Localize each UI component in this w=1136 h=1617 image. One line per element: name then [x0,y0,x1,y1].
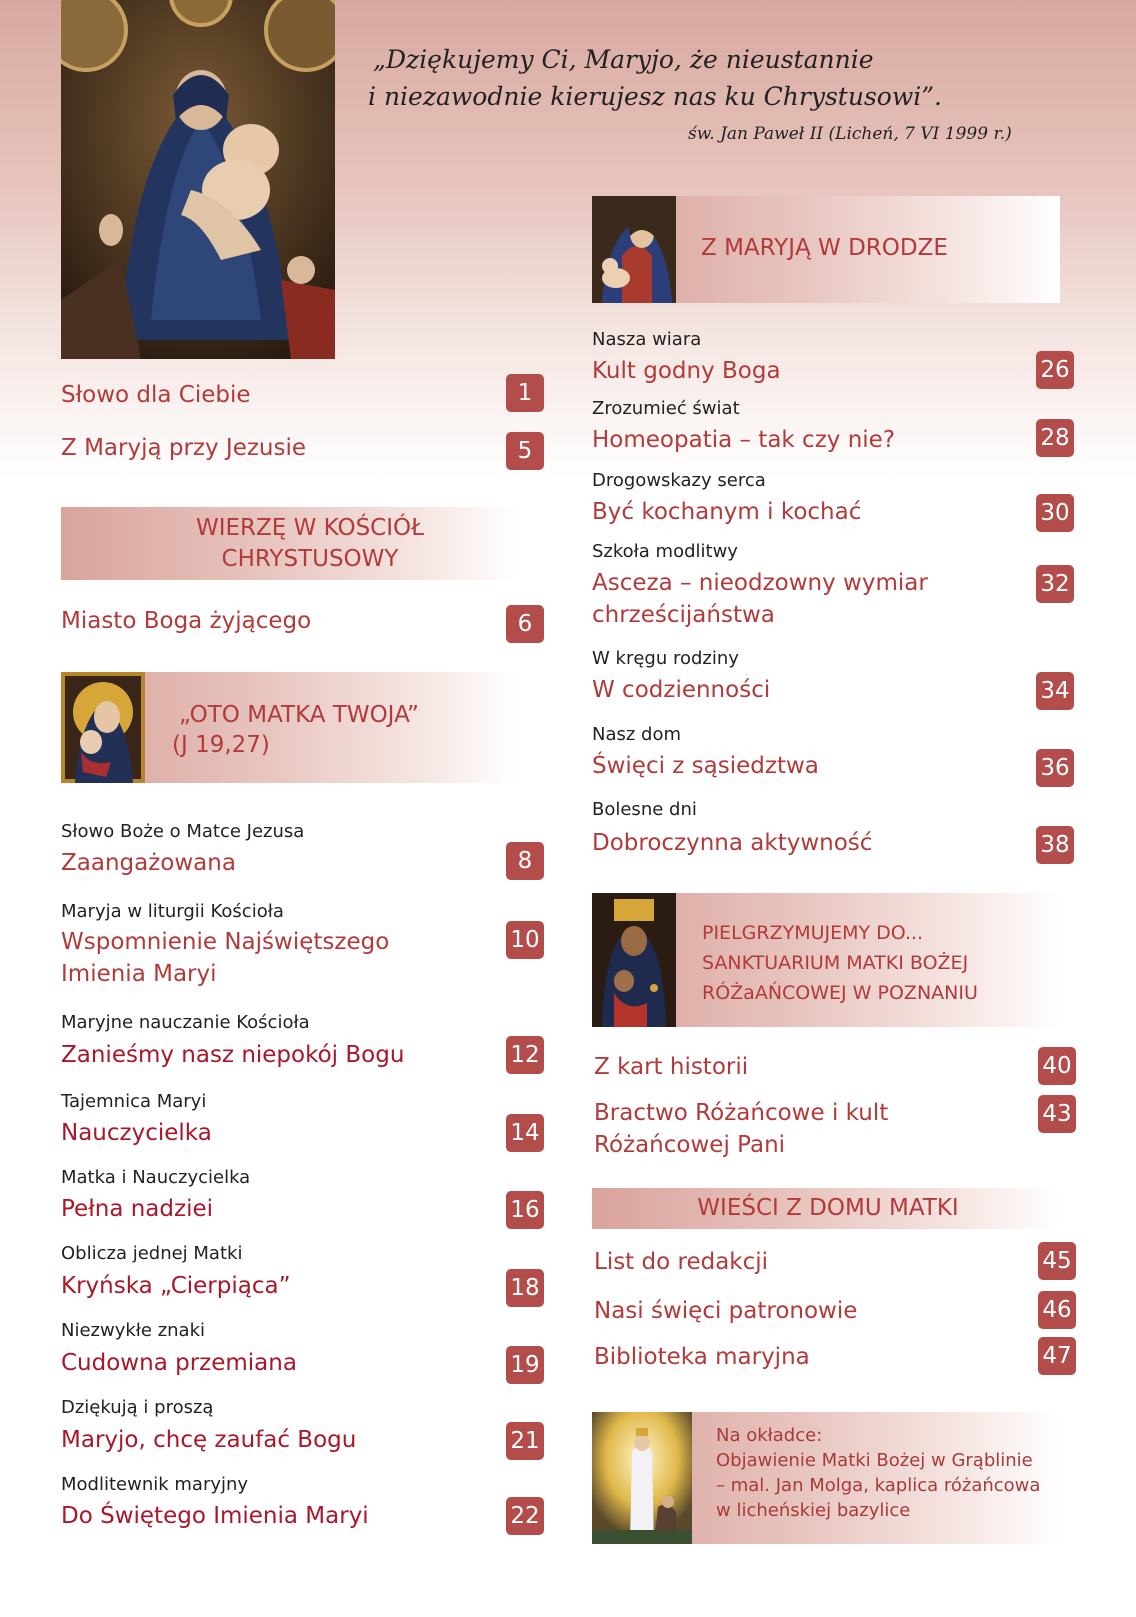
page-number-badge: 40 [1038,1047,1076,1085]
toc-entry-title[interactable]: Wspomnienie Najświętszego [61,929,390,955]
toc-entry-title[interactable]: Miasto Boga żyjącego [61,608,312,634]
page-number-badge: 22 [506,1497,544,1535]
section-header-news [592,1188,1060,1229]
toc-entry-title[interactable]: Cudowna przemiana [61,1350,297,1376]
toc-entry-kicker: Tajemnica Maryi [61,1091,207,1112]
page-number-badge: 43 [1038,1095,1076,1133]
page-number-badge: 38 [1036,826,1074,864]
section-title-line-3: RÓŻaAŃCOWEJ W POZNANIU [702,982,978,1004]
page-number-badge: 6 [506,605,544,643]
toc-entry-title[interactable]: Maryjo, chcę zaufać Bogu [61,1427,357,1453]
madonna-rosary-painting [61,0,335,359]
toc-entry-title[interactable]: Do Świętego Imienia Maryi [61,1503,369,1529]
toc-entry-kicker: Modlitewnik maryjny [61,1474,249,1495]
cover-note-line-4: w licheńskiej bazylice [716,1500,911,1521]
section-title-line-1: „OTO MATKA TWOJA” [179,702,419,728]
section-title-line-2: (J 19,27) [172,732,270,758]
toc-entry-kicker: Maryja w liturgii Kościoła [61,901,284,922]
toc-entry-title[interactable]: Homeopatia – tak czy nie? [592,427,896,453]
page-number-badge: 36 [1036,749,1074,787]
section-title-line-1: WIERZĘ W KOŚCIÓŁ [195,515,425,541]
toc-entry-kicker: W kręgu rodziny [592,648,739,669]
toc-entry-kicker: Nasz dom [592,724,682,745]
toc-entry-kicker: Słowo Boże o Matce Jezusa [61,821,305,842]
cover-note-line-1: Na okładce: [716,1425,823,1446]
toc-entry-title[interactable]: Asceza – nieodzowny wymiar [592,570,928,596]
section-title-line-2: CHRYSTUSOWY [221,546,399,572]
quote-line-1: „Dziękujemy Ci, Maryjo, że nieustannie [373,45,874,74]
toc-entry-title[interactable]: Słowo dla Ciebie [61,382,251,408]
toc-entry-title[interactable]: Kult godny Boga [592,358,781,384]
toc-entry-kicker: Szkoła modlitwy [592,541,738,562]
toc-entry-kicker: Matka i Nauczycielka [61,1167,251,1188]
toc-entry-title[interactable]: Zaangażowana [61,850,236,876]
page-number-badge: 34 [1036,672,1074,710]
section-title-line-1: PIELGRZYMUJEMY DO... [702,922,924,944]
page-number-badge: 10 [506,921,544,959]
page-number-badge: 14 [506,1114,544,1152]
toc-entry-title-line-2[interactable]: Imienia Maryi [61,961,217,987]
cover-note-line-2: Objawienie Matki Bożej w Grąblinie [716,1450,1033,1471]
page-number-badge: 1 [506,374,544,412]
toc-entry-title[interactable]: Dobroczynna aktywność [592,830,873,856]
toc-entry-title-line-2[interactable]: Różańcowej Pani [594,1132,786,1158]
toc-entry-kicker: Maryjne nauczanie Kościoła [61,1012,310,1033]
page-number-badge: 19 [506,1346,544,1384]
toc-entry-title[interactable]: Być kochanym i kochać [592,499,862,525]
toc-entry-kicker: Nasza wiara [592,329,702,350]
page-number-badge: 28 [1036,419,1074,457]
quote-line-2: i niezawodnie kierujesz nas ku Chrystusowi”. [368,82,942,111]
toc-entry-title[interactable]: Z Maryją przy Jezusie [61,435,307,461]
toc-entry-title[interactable]: Nasi święci patronowie [594,1298,858,1324]
page-number-badge: 45 [1038,1242,1076,1280]
madonna-icon-painting [61,672,145,783]
page-number-badge: 12 [506,1036,544,1074]
page-number-badge: 5 [506,432,544,470]
section-header-faith [61,507,519,580]
cover-note [592,1412,1060,1544]
page-number-badge: 47 [1038,1337,1076,1375]
toc-entry-kicker: Zrozumieć świat [592,398,740,419]
section-header-mother [61,672,519,783]
toc-entry-kicker: Drogowskazy serca [592,470,766,491]
rosary-madonna-icon-painting [592,893,676,1027]
section-title: Z MARYJĄ W DRODZE [701,235,948,261]
toc-entry-title[interactable]: Z kart historii [594,1054,749,1080]
toc-entry-title[interactable]: List do redakcji [594,1249,769,1275]
section-header-journey [592,196,1060,303]
toc-entry-title[interactable]: Bractwo Różańcowe i kult [594,1100,889,1126]
toc-entry-title[interactable]: Pełna nadziei [61,1196,213,1222]
apparition-cover-painting [592,1412,692,1544]
cover-note-line-3: – mal. Jan Molga, kaplica różańcowa [716,1475,1041,1496]
toc-entry-kicker: Bolesne dni [592,799,697,820]
section-header-pilgrimage [592,893,1060,1027]
page-number-badge: 26 [1036,351,1074,389]
page-number-badge: 18 [506,1269,544,1307]
toc-entry-kicker: Dziękują i proszą [61,1397,214,1418]
page-number-badge: 32 [1036,565,1074,603]
toc-entry-title[interactable]: Nauczycielka [61,1120,212,1146]
toc-entry-title[interactable]: W codzienności [592,677,771,703]
toc-entry-title[interactable]: Zanieśmy nasz niepokój Bogu [61,1042,405,1068]
page-number-badge: 16 [506,1191,544,1229]
section-title: WIEŚCI Z DOMU MATKI [697,1195,959,1221]
toc-entry-kicker: Oblicza jednej Matki [61,1243,243,1264]
toc-entry-title[interactable]: Biblioteka maryjna [594,1344,810,1370]
toc-entry-kicker: Niezwykłe znaki [61,1320,206,1341]
madonna-child-painting [592,196,676,303]
toc-entry-title-line-2[interactable]: chrześcijaństwa [592,602,775,628]
toc-entry-title[interactable]: Święci z sąsiedztwa [592,753,819,779]
quote-attribution: św. Jan Paweł II (Licheń, 7 VI 1999 r.) [688,124,1012,144]
page-number-badge: 46 [1038,1291,1076,1329]
toc-entry-title[interactable]: Kryńska „Cierpiąca” [61,1273,291,1299]
page-number-badge: 30 [1036,494,1074,532]
page-number-badge: 21 [506,1422,544,1460]
section-title-line-2: SANKTUARIUM MATKI BOŻEJ [702,952,969,974]
page-number-badge: 8 [506,842,544,880]
